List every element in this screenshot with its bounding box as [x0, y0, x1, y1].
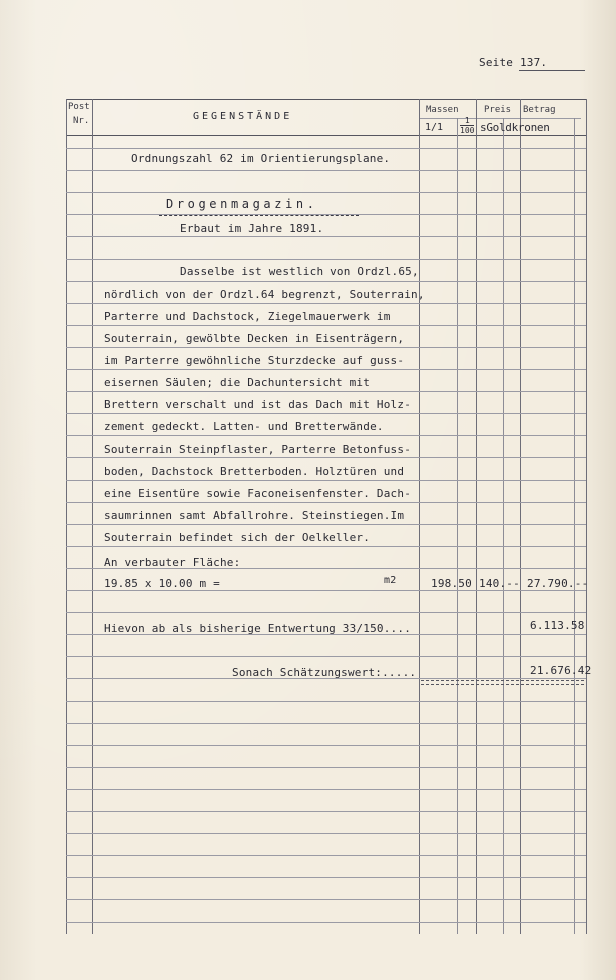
- description-line: Souterrain, gewölbte Decken in Eisenträgern,: [104, 332, 405, 345]
- ruled-line: [66, 369, 586, 370]
- depreciation-amount: 6.113.58: [530, 619, 585, 632]
- col-line-mass: [476, 99, 477, 934]
- ruled-line: [66, 435, 586, 436]
- area-calculation: 19.85 x 10.00 m =: [104, 577, 220, 590]
- ruled-line: [66, 922, 586, 923]
- building-title: Drogenmagazin.: [166, 197, 318, 211]
- ruled-line: [66, 612, 586, 613]
- ruled-line: [66, 391, 586, 392]
- description-line: saumrinnen samt Abfallrohre. Steinstiegen.Im: [104, 509, 405, 522]
- total-label: Sonach Schätzungswert:.....: [232, 666, 417, 679]
- col-line-price: [520, 99, 521, 934]
- ruled-line: [66, 811, 586, 812]
- area-amount: 27.790.--: [527, 577, 589, 590]
- header-fraction-den: 100: [460, 126, 475, 135]
- col-line-items: [419, 99, 420, 934]
- area-price: 140.--: [479, 577, 520, 590]
- col-line-postnr: [92, 99, 93, 934]
- description-line: nördlich von der Ordzl.64 begrenzt, Souterrain,: [104, 288, 425, 301]
- header-post: Post: [68, 102, 90, 112]
- ruled-line: [66, 701, 586, 702]
- ruled-line: [66, 303, 586, 304]
- ordnungszahl: Ordnungszahl 62 im Orientierungsplane.: [131, 152, 391, 165]
- header-bottom-border: [66, 135, 586, 136]
- depreciation-label: Hievon ab als bisherige Entwertung 33/150....: [104, 622, 412, 635]
- header-fraction-num: 1: [464, 116, 470, 125]
- page-number: [479, 56, 547, 69]
- ruled-line: [66, 767, 586, 768]
- page-number-value: 137.: [519, 56, 548, 69]
- description-line: Parterre und Dachstock, Ziegelmauerwerk im: [104, 310, 391, 323]
- erbaut: Erbaut im Jahre 1891.: [180, 222, 324, 235]
- header-price: Preis: [484, 105, 512, 115]
- ruled-line: [66, 259, 586, 260]
- ruled-line: [66, 590, 586, 591]
- ruled-line: [66, 855, 586, 856]
- header-fraction: [460, 116, 474, 135]
- header-nr: Nr.: [73, 116, 90, 126]
- ruled-line: [66, 723, 586, 724]
- area-quantity: 198.50: [431, 577, 472, 590]
- ruled-line: [66, 347, 586, 348]
- page-number-underline: [519, 70, 585, 71]
- ruled-line: [66, 899, 586, 900]
- ruled-line: [66, 833, 586, 834]
- page-number-label: Seite: [479, 56, 514, 69]
- area-label: An verbauter Fläche:: [104, 556, 241, 569]
- description-line: Brettern verschalt und ist das Dach mit Holz-: [104, 398, 412, 411]
- description-line: Dasselbe ist westlich von Ordzl.65,: [180, 265, 419, 278]
- total-amount: 21.676.42: [530, 664, 592, 677]
- description-line: eisernen Säulen; die Dachuntersicht mit: [104, 376, 371, 389]
- ruled-line: [66, 236, 586, 237]
- ruled-line: [66, 325, 586, 326]
- ruled-line: [66, 148, 586, 149]
- table-top-border: [66, 99, 586, 100]
- description-line: Souterrain befindet sich der Oelkeller.: [104, 531, 371, 544]
- header-currency: sGoldkronen: [480, 121, 550, 134]
- ruled-line: [66, 877, 586, 878]
- area-unit: m2: [384, 575, 397, 586]
- ruled-line: [66, 457, 586, 458]
- ruled-line: [66, 546, 586, 547]
- title-underline: [159, 215, 359, 216]
- header-whole: 1/1: [425, 122, 444, 133]
- ruled-line: [66, 524, 586, 525]
- header-subdivider: [419, 118, 581, 119]
- header-items-title: GEGENSTÄNDE: [193, 111, 293, 122]
- col-line-right: [586, 99, 587, 934]
- description-line: im Parterre gewöhnliche Sturzdecke auf guss-: [104, 354, 405, 367]
- col-line-left: [66, 99, 67, 934]
- description-line: eine Eisentüre sowie Faconeisenfenster. Dach-: [104, 487, 412, 500]
- description-line: Souterrain Steinpflaster, Parterre Betonfuss-: [104, 443, 412, 456]
- total-double-underline: [421, 680, 584, 685]
- ruled-line: [66, 170, 586, 171]
- ruled-line: [66, 413, 586, 414]
- ruled-line: [66, 502, 586, 503]
- ruled-line: [66, 192, 586, 193]
- ruled-line: [66, 656, 586, 657]
- description-line: boden, Dachstock Bretterboden. Holztüren und: [104, 465, 405, 478]
- ruled-line: [66, 281, 586, 282]
- ruled-line: [66, 480, 586, 481]
- header-quantities: Massen: [426, 105, 459, 115]
- ruled-line: [66, 745, 586, 746]
- header-amount: Betrag: [523, 105, 556, 115]
- ruled-line: [66, 789, 586, 790]
- description-line: zement gedeckt. Latten- und Bretterwände.: [104, 420, 384, 433]
